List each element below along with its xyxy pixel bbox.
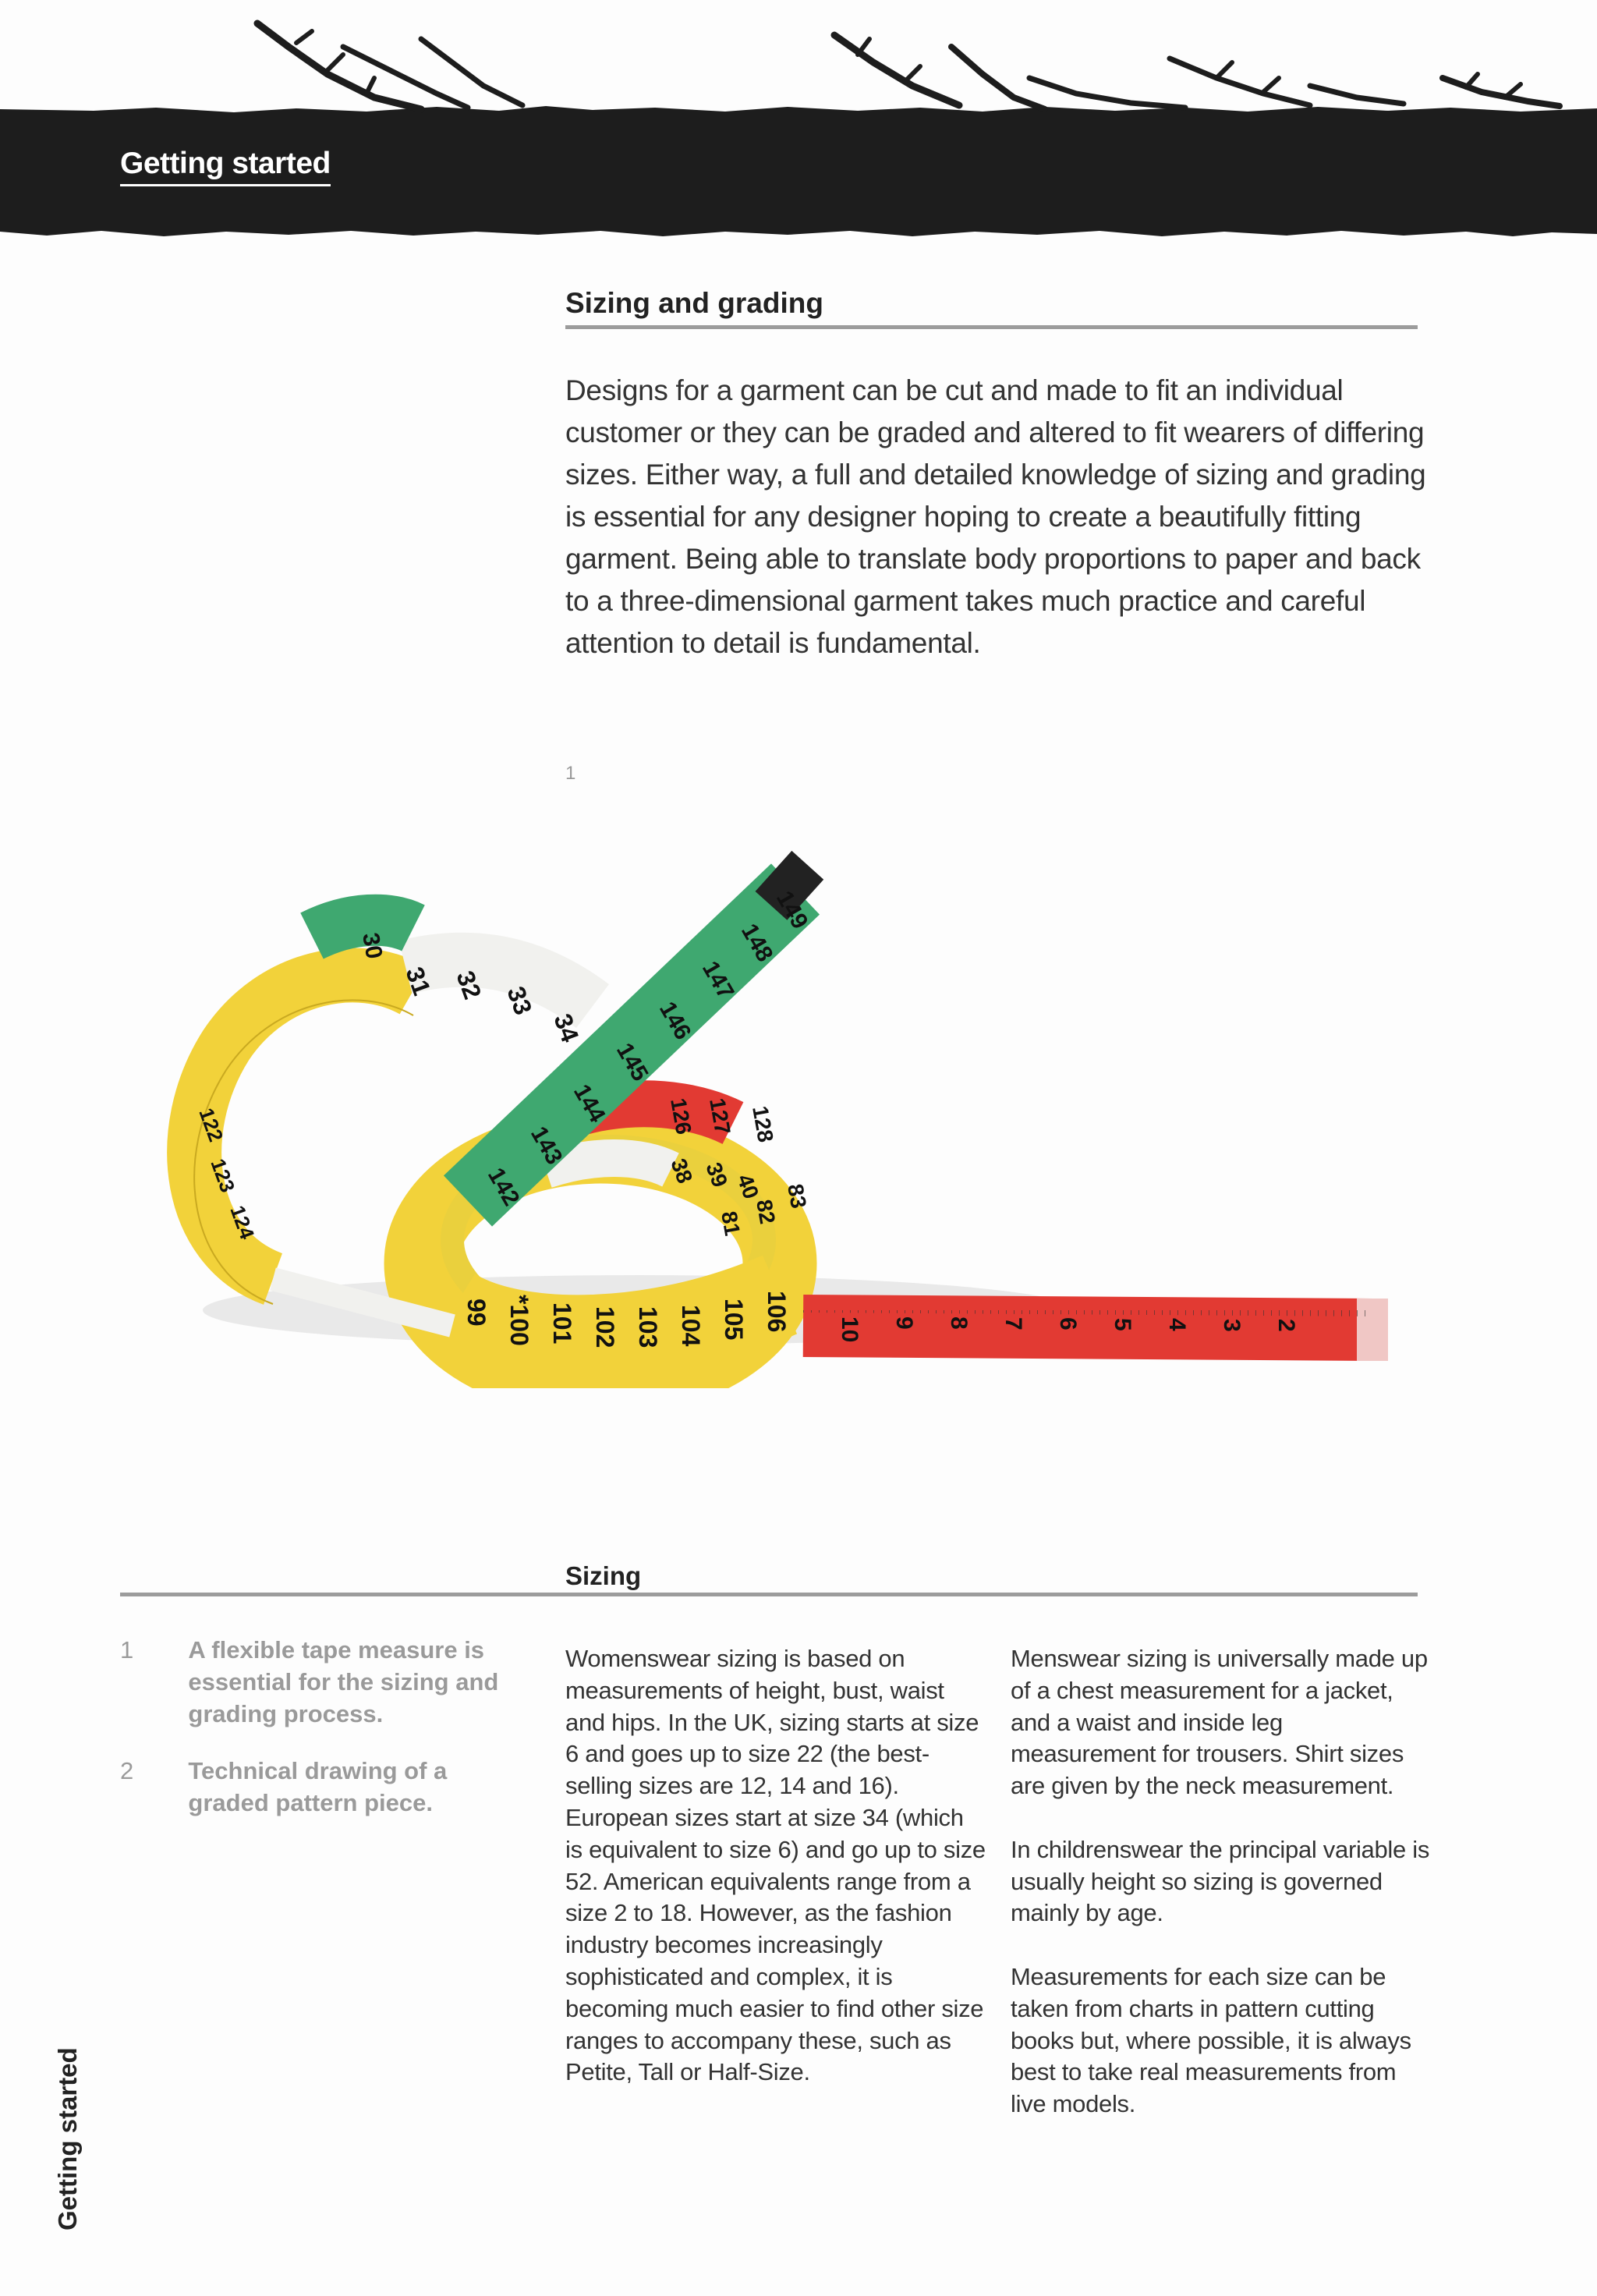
tape-label: 145 bbox=[611, 1039, 653, 1086]
tape-label: 146 bbox=[653, 997, 696, 1044]
caption-item bbox=[120, 1755, 510, 1819]
caption-item bbox=[120, 1634, 510, 1730]
tape-label: 124 bbox=[225, 1202, 260, 1242]
tape-label: 102 bbox=[591, 1306, 619, 1348]
tape-label: 3 bbox=[1219, 1319, 1245, 1332]
body-column-right bbox=[1011, 1643, 1432, 2152]
vertical-section-label: Getting started bbox=[53, 2047, 82, 2230]
tape-label: *100 bbox=[505, 1295, 533, 1346]
tape-label: 122 bbox=[194, 1104, 228, 1145]
tape-label: 7 bbox=[1000, 1317, 1026, 1330]
tape-label: 10 bbox=[837, 1316, 862, 1343]
tape-label: 8 bbox=[946, 1316, 972, 1330]
tape-label: 126 bbox=[666, 1096, 696, 1137]
tape-label: 82 bbox=[752, 1197, 781, 1226]
tape-measure-image bbox=[156, 842, 1419, 1388]
tape-label: 142 bbox=[482, 1164, 525, 1210]
tape-label: 144 bbox=[568, 1080, 611, 1127]
tape-label: 5 bbox=[1110, 1318, 1135, 1331]
tape-label: 34 bbox=[548, 1010, 585, 1046]
tape-label: 143 bbox=[525, 1122, 568, 1169]
tape-label: 4 bbox=[1164, 1318, 1190, 1331]
tape-label: 147 bbox=[696, 957, 739, 1004]
caption-number: 2 bbox=[120, 1757, 134, 1784]
intro-paragraph: Designs for a garment can be cut and made to fit an individual customer or they can be graded and altered to fit wearers of differing sizes. Either way, a full and detailed knowledge of sizing and grading is essential for any designer hoping to create a beautifully fitting garment. Being able to translate body proportions to paper and back to a three-dimensional garment takes much practice and careful attention to detail is fundamental. bbox=[565, 374, 1426, 659]
caption-number: 1 bbox=[120, 1636, 134, 1664]
tape-label: 40 bbox=[732, 1171, 764, 1203]
tape-label: 33 bbox=[501, 983, 538, 1019]
tape-label: 104 bbox=[677, 1305, 705, 1347]
tape-label: 99 bbox=[462, 1299, 490, 1327]
tape-label: 123 bbox=[206, 1155, 240, 1196]
header-banner bbox=[0, 0, 1597, 250]
body-column-left bbox=[565, 1643, 986, 2121]
tape-label: 128 bbox=[748, 1104, 778, 1145]
tape-label: 30 bbox=[357, 930, 388, 962]
tape-label: 83 bbox=[783, 1182, 812, 1210]
header-section-label: Getting started bbox=[120, 145, 331, 186]
tape-label: 81 bbox=[717, 1209, 745, 1238]
tape-label: 149 bbox=[770, 887, 813, 934]
tape-label: 32 bbox=[451, 967, 487, 1003]
caption-text: A flexible tape measure is essential for the sizing and grading process. bbox=[188, 1636, 499, 1727]
tape-label: 105 bbox=[720, 1299, 748, 1341]
sizing-heading: Sizing bbox=[565, 1561, 642, 1590]
menswear-paragraph: Menswear sizing is universally made up of a chest measurement for a jacket, and a waist and inside leg measurement for trousers. Shirt sizes are given by the neck measurement. bbox=[1011, 1645, 1428, 1800]
tape-label: 148 bbox=[735, 919, 778, 966]
figure-number: 1 bbox=[565, 763, 576, 784]
tape-label: 101 bbox=[548, 1302, 576, 1345]
sizing-rule bbox=[120, 1593, 1418, 1596]
tape-label: 6 bbox=[1055, 1317, 1081, 1330]
tape-label: 38 bbox=[666, 1155, 698, 1187]
tape-label: 31 bbox=[400, 963, 437, 999]
tape-label: 39 bbox=[701, 1159, 733, 1191]
childrenswear-paragraph: In childrenswear the principal variable is usually height so sizing is governed mainly by age. bbox=[1011, 1835, 1430, 1927]
tape-label: 103 bbox=[634, 1306, 662, 1348]
tape-label: 9 bbox=[891, 1316, 917, 1330]
title-rule bbox=[565, 325, 1418, 329]
measurements-paragraph: Measurements for each size can be taken from charts in pattern cutting books but, where possible, it is always best to take real measurements from live models. bbox=[1011, 1962, 1411, 2118]
caption-text: Technical drawing of a graded pattern piece. bbox=[188, 1757, 448, 1816]
figure-captions bbox=[120, 1634, 510, 1844]
section-title: Sizing and grading bbox=[565, 287, 823, 319]
womenswear-paragraph: Womenswear sizing is based on measurements of height, bust, waist and hips. In the UK, sizing starts at size 6 and goes up to size 22 (the best-selling sizes are 12, 14 and 16). European sizes start at size 34 (which is equivalent to size 6) and go up to size 52. American equivalents range from a size 2 to 18. However, as the fashion industry becomes increasingly sophisticated and complex, it is becoming much easier to find other size ranges to accompany these, such as Petite, Tall or Half-Size. bbox=[565, 1645, 986, 2086]
tape-label: 106 bbox=[763, 1291, 791, 1333]
tape-label: 2 bbox=[1273, 1319, 1299, 1332]
tape-label: 127 bbox=[705, 1096, 735, 1137]
